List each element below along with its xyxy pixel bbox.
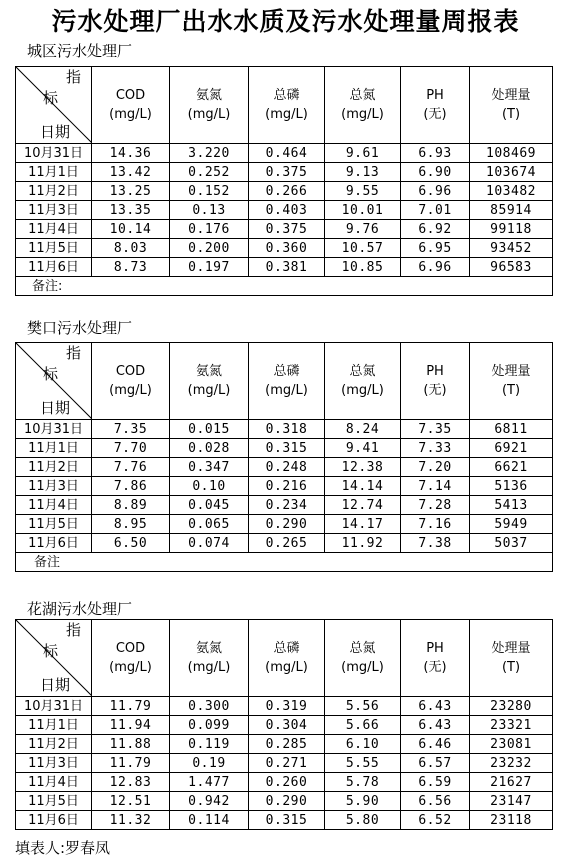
table-row xyxy=(16,420,553,439)
date-cell: 11月6日 xyxy=(16,534,92,553)
volume-cell: 96583 xyxy=(470,258,553,277)
corner-label-biao: 标 xyxy=(43,642,59,660)
total-nitrogen-cell: 11.92 xyxy=(325,534,401,553)
note-label: 备注 xyxy=(34,554,61,570)
corner-label-date: 日期 xyxy=(40,123,71,141)
ph-cell: 6.92 xyxy=(401,220,470,239)
ph-cell: 6.46 xyxy=(401,735,470,754)
ammonia-nitrogen-cell: 0.015 xyxy=(170,420,249,439)
volume-cell: 23118 xyxy=(470,811,553,830)
cod-cell: 13.42 xyxy=(92,163,170,182)
ph-cell: 7.35 xyxy=(401,420,470,439)
total-phosphorus-cell: 0.403 xyxy=(249,201,325,220)
cod-cell: 13.25 xyxy=(92,182,170,201)
total-phosphorus-cell: 0.381 xyxy=(249,258,325,277)
volume-cell: 6811 xyxy=(470,420,553,439)
total-phosphorus-cell: 0.216 xyxy=(249,477,325,496)
table-row xyxy=(16,439,553,458)
cod-cell: 7.35 xyxy=(92,420,170,439)
cod-cell: 8.03 xyxy=(92,239,170,258)
volume-cell: 99118 xyxy=(470,220,553,239)
table-row xyxy=(16,201,553,220)
total-phosphorus-cell: 0.266 xyxy=(249,182,325,201)
header-total-phosphorus: 总磷 (mg/L) xyxy=(249,67,325,144)
ph-cell: 7.33 xyxy=(401,439,470,458)
date-cell: 11月6日 xyxy=(16,811,92,830)
ammonia-nitrogen-cell: 0.347 xyxy=(170,458,249,477)
date-cell: 11月1日 xyxy=(16,716,92,735)
ammonia-nitrogen-cell: 0.119 xyxy=(170,735,249,754)
total-phosphorus-cell: 0.375 xyxy=(249,220,325,239)
filled-by: 填表人:罗春凤 xyxy=(15,839,111,857)
ammonia-nitrogen-cell: 0.300 xyxy=(170,697,249,716)
date-cell: 11月5日 xyxy=(16,239,92,258)
cod-cell: 8.95 xyxy=(92,515,170,534)
header-cod: COD (mg/L) xyxy=(92,67,170,144)
cod-cell: 8.73 xyxy=(92,258,170,277)
total-nitrogen-cell: 9.13 xyxy=(325,163,401,182)
date-cell: 11月4日 xyxy=(16,773,92,792)
total-phosphorus-cell: 0.265 xyxy=(249,534,325,553)
plant-name-fankou: 樊口污水处理厂 xyxy=(27,319,133,337)
table-header-row xyxy=(16,620,553,697)
header-total-phosphorus: 总磷 (mg/L) xyxy=(249,620,325,697)
total-nitrogen-cell: 9.61 xyxy=(325,144,401,163)
ammonia-nitrogen-cell: 0.942 xyxy=(170,792,249,811)
total-phosphorus-cell: 0.290 xyxy=(249,515,325,534)
ph-cell: 6.90 xyxy=(401,163,470,182)
header-ammonia-nitrogen: 氨氮 (mg/L) xyxy=(170,67,249,144)
ph-cell: 7.38 xyxy=(401,534,470,553)
volume-cell: 21627 xyxy=(470,773,553,792)
total-nitrogen-cell: 12.74 xyxy=(325,496,401,515)
ammonia-nitrogen-cell: 0.200 xyxy=(170,239,249,258)
total-nitrogen-cell: 5.90 xyxy=(325,792,401,811)
total-nitrogen-cell: 10.01 xyxy=(325,201,401,220)
total-nitrogen-cell: 5.56 xyxy=(325,697,401,716)
water-quality-table-huahu xyxy=(15,619,553,830)
cod-cell: 11.79 xyxy=(92,697,170,716)
cod-cell: 14.36 xyxy=(92,144,170,163)
ammonia-nitrogen-cell: 0.13 xyxy=(170,201,249,220)
ammonia-nitrogen-cell: 1.477 xyxy=(170,773,249,792)
total-phosphorus-cell: 0.315 xyxy=(249,811,325,830)
total-phosphorus-cell: 0.319 xyxy=(249,697,325,716)
ph-cell: 7.01 xyxy=(401,201,470,220)
cod-cell: 13.35 xyxy=(92,201,170,220)
date-cell: 11月2日 xyxy=(16,458,92,477)
cod-cell: 11.32 xyxy=(92,811,170,830)
date-cell: 11月2日 xyxy=(16,182,92,201)
date-cell: 11月5日 xyxy=(16,515,92,534)
volume-cell: 6921 xyxy=(470,439,553,458)
cod-cell: 10.14 xyxy=(92,220,170,239)
volume-cell: 23321 xyxy=(470,716,553,735)
ammonia-nitrogen-cell: 0.114 xyxy=(170,811,249,830)
total-nitrogen-cell: 14.17 xyxy=(325,515,401,534)
date-cell: 11月4日 xyxy=(16,220,92,239)
total-phosphorus-cell: 0.285 xyxy=(249,735,325,754)
note-row xyxy=(16,277,553,296)
total-phosphorus-cell: 0.234 xyxy=(249,496,325,515)
ph-cell: 7.20 xyxy=(401,458,470,477)
header-cod: COD (mg/L) xyxy=(92,343,170,420)
table-header-row xyxy=(16,67,553,144)
total-phosphorus-cell: 0.304 xyxy=(249,716,325,735)
ammonia-nitrogen-cell: 0.252 xyxy=(170,163,249,182)
ammonia-nitrogen-cell: 0.152 xyxy=(170,182,249,201)
cod-cell: 7.86 xyxy=(92,477,170,496)
total-nitrogen-cell: 10.57 xyxy=(325,239,401,258)
corner-label-date: 日期 xyxy=(40,676,71,694)
table-row xyxy=(16,792,553,811)
ammonia-nitrogen-cell: 3.220 xyxy=(170,144,249,163)
volume-cell: 5136 xyxy=(470,477,553,496)
total-nitrogen-cell: 9.41 xyxy=(325,439,401,458)
ammonia-nitrogen-cell: 0.10 xyxy=(170,477,249,496)
date-cell: 11月4日 xyxy=(16,496,92,515)
total-phosphorus-cell: 0.375 xyxy=(249,163,325,182)
total-phosphorus-cell: 0.271 xyxy=(249,754,325,773)
corner-header-cell xyxy=(16,67,92,144)
total-phosphorus-cell: 0.248 xyxy=(249,458,325,477)
ph-cell: 6.95 xyxy=(401,239,470,258)
ph-cell: 7.28 xyxy=(401,496,470,515)
ph-cell: 7.16 xyxy=(401,515,470,534)
volume-cell: 5413 xyxy=(470,496,553,515)
ph-cell: 6.93 xyxy=(401,144,470,163)
total-nitrogen-cell: 5.55 xyxy=(325,754,401,773)
corner-label-zhi: 指 xyxy=(66,344,82,362)
total-phosphorus-cell: 0.260 xyxy=(249,773,325,792)
header-ph: PH (无) xyxy=(401,620,470,697)
volume-cell: 103674 xyxy=(470,163,553,182)
ammonia-nitrogen-cell: 0.176 xyxy=(170,220,249,239)
table-row xyxy=(16,258,553,277)
date-cell: 11月5日 xyxy=(16,792,92,811)
cod-cell: 6.50 xyxy=(92,534,170,553)
water-quality-table-chengqu xyxy=(15,66,553,296)
ph-cell: 7.14 xyxy=(401,477,470,496)
header-total-nitrogen: 总氮 (mg/L) xyxy=(325,343,401,420)
table-row xyxy=(16,811,553,830)
volume-cell: 23232 xyxy=(470,754,553,773)
volume-cell: 23147 xyxy=(470,792,553,811)
volume-cell: 23280 xyxy=(470,697,553,716)
table-row xyxy=(16,773,553,792)
total-phosphorus-cell: 0.290 xyxy=(249,792,325,811)
table-row xyxy=(16,697,553,716)
volume-cell: 6621 xyxy=(470,458,553,477)
header-volume: 处理量 (T) xyxy=(470,67,553,144)
corner-label-zhi: 指 xyxy=(66,621,82,639)
corner-label-zhi: 指 xyxy=(66,68,82,86)
corner-label-biao: 标 xyxy=(43,89,59,107)
table-row xyxy=(16,515,553,534)
header-total-nitrogen: 总氮 (mg/L) xyxy=(325,620,401,697)
ammonia-nitrogen-cell: 0.045 xyxy=(170,496,249,515)
corner-header-cell xyxy=(16,620,92,697)
date-cell: 11月3日 xyxy=(16,201,92,220)
ph-cell: 6.52 xyxy=(401,811,470,830)
report-title: 污水处理厂出水水质及污水处理量周报表 xyxy=(51,7,520,36)
date-cell: 11月1日 xyxy=(16,163,92,182)
table-row xyxy=(16,144,553,163)
total-nitrogen-cell: 9.76 xyxy=(325,220,401,239)
table-row xyxy=(16,163,553,182)
total-phosphorus-cell: 0.315 xyxy=(249,439,325,458)
table-header-row xyxy=(16,343,553,420)
table-row xyxy=(16,534,553,553)
cod-cell: 11.94 xyxy=(92,716,170,735)
table-row xyxy=(16,477,553,496)
table-row xyxy=(16,735,553,754)
header-ph: PH (无) xyxy=(401,67,470,144)
ammonia-nitrogen-cell: 0.065 xyxy=(170,515,249,534)
header-total-phosphorus: 总磷 (mg/L) xyxy=(249,343,325,420)
total-nitrogen-cell: 8.24 xyxy=(325,420,401,439)
date-cell: 11月1日 xyxy=(16,439,92,458)
volume-cell: 85914 xyxy=(470,201,553,220)
note-label: 备注: xyxy=(32,278,63,294)
total-nitrogen-cell: 12.38 xyxy=(325,458,401,477)
volume-cell: 23081 xyxy=(470,735,553,754)
date-cell: 11月2日 xyxy=(16,735,92,754)
date-cell: 11月3日 xyxy=(16,477,92,496)
ph-cell: 6.96 xyxy=(401,182,470,201)
total-phosphorus-cell: 0.464 xyxy=(249,144,325,163)
header-cod: COD (mg/L) xyxy=(92,620,170,697)
ammonia-nitrogen-cell: 0.099 xyxy=(170,716,249,735)
ammonia-nitrogen-cell: 0.074 xyxy=(170,534,249,553)
plant-name-chengqu: 城区污水处理厂 xyxy=(27,42,133,60)
total-nitrogen-cell: 5.66 xyxy=(325,716,401,735)
date-cell: 10月31日 xyxy=(16,420,92,439)
total-nitrogen-cell: 5.78 xyxy=(325,773,401,792)
cod-cell: 12.83 xyxy=(92,773,170,792)
cod-cell: 11.79 xyxy=(92,754,170,773)
total-nitrogen-cell: 9.55 xyxy=(325,182,401,201)
table-row xyxy=(16,239,553,258)
total-nitrogen-cell: 10.85 xyxy=(325,258,401,277)
plant-name-huahu: 花湖污水处理厂 xyxy=(27,600,133,618)
corner-header-cell xyxy=(16,343,92,420)
total-phosphorus-cell: 0.360 xyxy=(249,239,325,258)
ph-cell: 6.56 xyxy=(401,792,470,811)
cod-cell: 7.76 xyxy=(92,458,170,477)
volume-cell: 93452 xyxy=(470,239,553,258)
volume-cell: 5037 xyxy=(470,534,553,553)
note-row xyxy=(16,553,553,572)
total-nitrogen-cell: 14.14 xyxy=(325,477,401,496)
table-row xyxy=(16,220,553,239)
table-row xyxy=(16,716,553,735)
total-nitrogen-cell: 5.80 xyxy=(325,811,401,830)
date-cell: 10月31日 xyxy=(16,697,92,716)
ammonia-nitrogen-cell: 0.197 xyxy=(170,258,249,277)
ph-cell: 6.43 xyxy=(401,716,470,735)
table-row xyxy=(16,496,553,515)
ph-cell: 6.43 xyxy=(401,697,470,716)
table-row xyxy=(16,182,553,201)
ph-cell: 6.57 xyxy=(401,754,470,773)
header-volume: 处理量 (T) xyxy=(470,343,553,420)
header-total-nitrogen: 总氮 (mg/L) xyxy=(325,67,401,144)
volume-cell: 5949 xyxy=(470,515,553,534)
ph-cell: 6.96 xyxy=(401,258,470,277)
header-ammonia-nitrogen: 氨氮 (mg/L) xyxy=(170,343,249,420)
ph-cell: 6.59 xyxy=(401,773,470,792)
header-ph: PH (无) xyxy=(401,343,470,420)
date-cell: 10月31日 xyxy=(16,144,92,163)
ammonia-nitrogen-cell: 0.19 xyxy=(170,754,249,773)
header-volume: 处理量 (T) xyxy=(470,620,553,697)
header-ammonia-nitrogen: 氨氮 (mg/L) xyxy=(170,620,249,697)
volume-cell: 108469 xyxy=(470,144,553,163)
table-row xyxy=(16,754,553,773)
cod-cell: 11.88 xyxy=(92,735,170,754)
total-nitrogen-cell: 6.10 xyxy=(325,735,401,754)
cod-cell: 7.70 xyxy=(92,439,170,458)
water-quality-table-fankou xyxy=(15,342,553,572)
total-phosphorus-cell: 0.318 xyxy=(249,420,325,439)
ammonia-nitrogen-cell: 0.028 xyxy=(170,439,249,458)
volume-cell: 103482 xyxy=(470,182,553,201)
date-cell: 11月6日 xyxy=(16,258,92,277)
date-cell: 11月3日 xyxy=(16,754,92,773)
cod-cell: 8.89 xyxy=(92,496,170,515)
corner-label-date: 日期 xyxy=(40,399,71,417)
corner-label-biao: 标 xyxy=(43,365,59,383)
cod-cell: 12.51 xyxy=(92,792,170,811)
table-row xyxy=(16,458,553,477)
